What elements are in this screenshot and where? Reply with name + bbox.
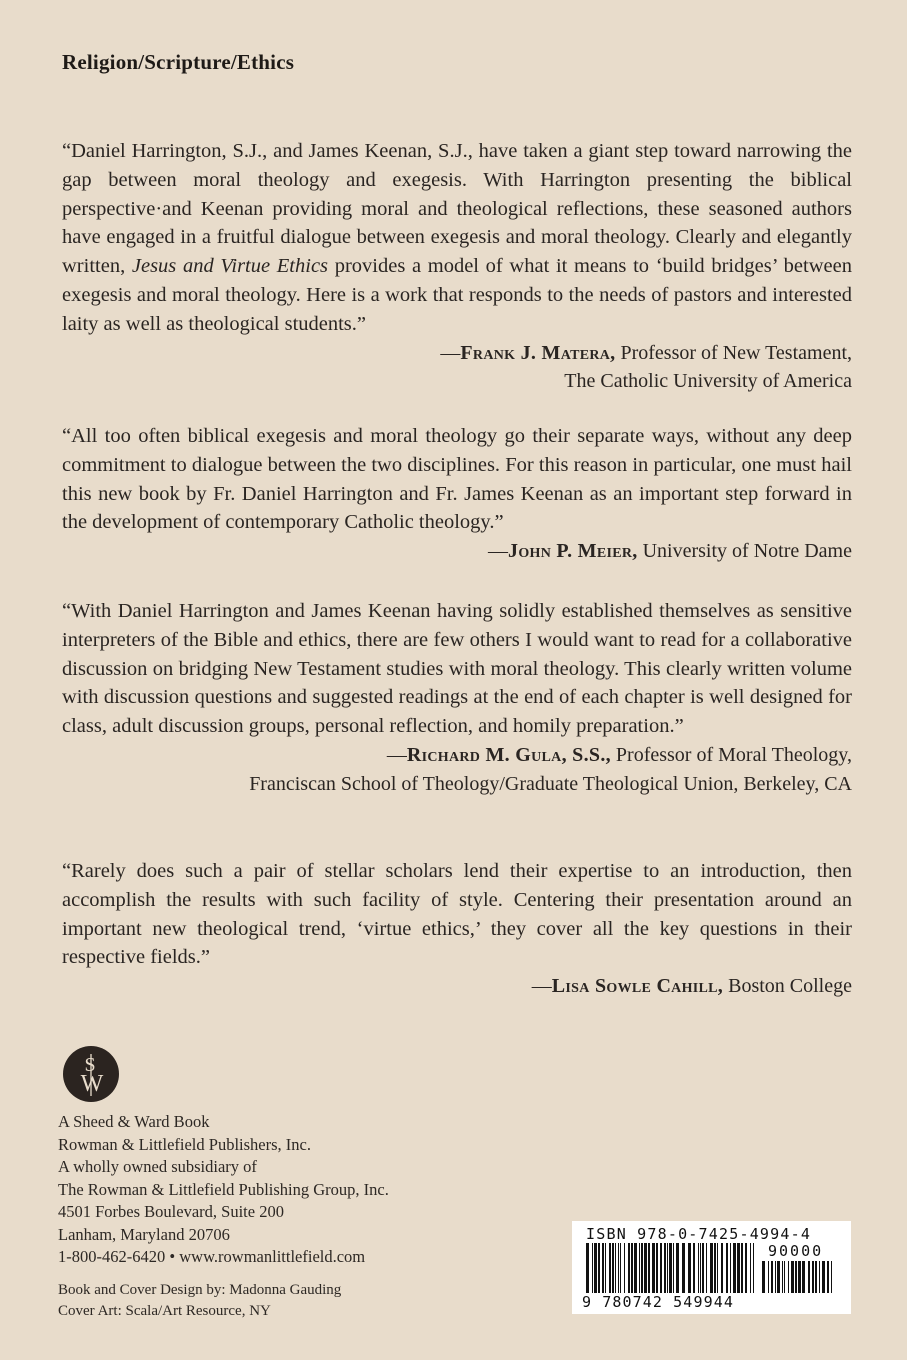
barcode-bar [609,1243,611,1293]
endorsement-quote [62,137,852,396]
quote-text: “All too often biblical exegesis and moral theology go their separate ways, without any deep commitment to dialogue between the two disciplines. For this reason in particular, one must hail this new book by Fr. Daniel Harrington and Fr. James Keenan as an important step forward in the development of contemporary Catholic theology.” [62,425,852,534]
barcode-bar [702,1243,704,1293]
barcode-bar [750,1243,751,1293]
barcode-bar [762,1261,765,1293]
barcode-bar [827,1261,829,1293]
barcode-bar [808,1261,810,1293]
category-heading: Religion/Scripture/Ethics [62,50,295,74]
publisher-line: The Rowman & Littlefield Publishing Group, Inc. [58,1179,389,1199]
barcode-bar [698,1243,699,1293]
isbn-barcode [572,1221,851,1314]
sheed-ward-logo-icon [63,1046,119,1102]
barcode-bar [644,1243,647,1293]
endorser-name: John P. Meier, [508,540,638,563]
barcode-bar [822,1261,825,1293]
quote-attribution: —John P. Meier, University of Notre Dame [488,540,852,563]
publisher-line: 4501 Forbes Boulevard, Suite 200 [58,1202,284,1221]
publisher-line: Lanham, Maryland 20706 [58,1224,230,1244]
barcode-bar [660,1243,662,1293]
barcode-bar [831,1261,832,1293]
barcode-bar [592,1243,593,1293]
barcode-bar [594,1243,597,1293]
endorsement-quote [62,857,852,1001]
quote-attribution: —Frank J. Matera, Professor of New Testament, The Catholic University of America [440,341,852,393]
credit-line: Cover Art: Scala/Art Resource, NY [58,1303,271,1319]
barcode-bar [673,1243,674,1293]
barcode-bar [612,1243,614,1293]
quote-attribution: —Lisa Sowle Cahill, Boston College [531,975,852,998]
barcode-bar [648,1243,650,1293]
barcode-bar [641,1243,643,1293]
publisher-line: Rowman & Littlefield Publishers, Inc. [58,1134,311,1154]
quote-attribution: —Richard M. Gula, S.S., Professor of Moral Theology, Franciscan School of Theology/Graduate Theological Union, Berkeley, CA [249,743,852,795]
barcode-bar [710,1243,713,1293]
barcode-bar [688,1243,691,1293]
barcode-bar [602,1243,604,1293]
book-title: Jesus and Virtue Ethics [131,255,329,278]
barcode-bar [676,1243,679,1293]
barcode-bar [631,1243,633,1293]
endorser-name: Lisa Sowle Cahill, [551,975,724,998]
barcode-bar [812,1261,814,1293]
barcode-bar [598,1243,600,1293]
barcode-bar [795,1261,797,1293]
barcode-bar [775,1261,776,1293]
barcode-bar [682,1243,685,1293]
barcode-bar [721,1243,723,1293]
barcode-bar [586,1243,589,1293]
endorser-name: Richard M. Gula, S.S., [406,743,611,766]
publisher-line: 1-800-462-6420 • www.rowmanlittlefield.com [58,1247,366,1266]
barcode-bar [618,1243,619,1293]
barcode-bar [819,1261,820,1293]
publisher-info [58,1111,389,1269]
barcode-bar [628,1243,630,1293]
quote-text: “Rarely does such a pair of stellar scholars lend their expertise to an introduction, then accomplish the results with such facility of style. Centering their presentation around an important new theological trend, ‘virtue ethics,’ they cover all the key questions in their respective fields.” [62,860,852,969]
barcode-bar [714,1243,716,1293]
endorser-name: Frank J. Matera, [460,341,616,364]
credit-line: Book and Cover Design by: Madonna Gauding [58,1282,342,1298]
logo-s: S [84,1054,96,1076]
barcode-bar [667,1243,668,1293]
barcode-bar [777,1261,780,1293]
barcode-bar [615,1243,616,1293]
quote-text: “Daniel Harrington, S.J., and James Keenan, S.J., have taken a giant step toward narrowing the gap between moral theology and exegesis. With Harrington presenting the biblical perspective·and Keenan providing moral and theological reflections, these seasoned authors have engaged in a fruitful dialogue between exegesis and moral theology. Clearly and elegantly written, Jesus and Virtue Ethics provides a model of what it means to ‘build bridges’ between exegesis and moral theology. Here is a work that responds to the needs of pastors and interested laity as well as theological students.” [62,140,852,335]
barcode-bar [639,1243,640,1293]
barcode-bar [771,1261,773,1293]
endorsement-quote [62,597,852,799]
barcode-bar [717,1243,718,1293]
barcode-bar [706,1243,707,1293]
barcode-bar [634,1243,637,1293]
publisher-line: A Sheed & Ward Book [58,1112,210,1131]
barcode-bar [782,1261,783,1293]
barcode-bar [624,1243,625,1293]
isbn-number: ISBN 978-0-7425-4994-4 [586,1225,812,1243]
barcode-bar [791,1261,794,1293]
barcode-bar [768,1261,769,1293]
ean-digits: 9 780742 549944 [582,1293,734,1311]
barcode-bar [798,1261,801,1293]
barcode-bar [815,1261,817,1293]
barcode-bar [733,1243,736,1293]
barcode-bar [620,1243,621,1293]
design-credits [58,1280,341,1322]
barcode-bar [745,1243,747,1293]
quote-text: “With Daniel Harrington and James Keenan having solidly established themselves as sensitive interpreters of the Bible and ethics, there are few others I would want to read for a collaborative discussion on bridging New Testament studies with moral theology. This clearly written volume with discussion questions and suggested readings at the end of each chapter is well designed for class, adult discussion groups, personal reflection, and homily preparation.” [62,600,852,738]
addon-barcode-bars [762,1261,834,1293]
barcode-bar [669,1243,672,1293]
price-code: 90000 [768,1242,824,1260]
barcode-bar [802,1261,805,1293]
barcode-bar [693,1243,695,1293]
barcode-bar [788,1261,789,1293]
barcode-bar [652,1243,655,1293]
barcode-bar [664,1243,666,1293]
barcode-bar [656,1243,658,1293]
barcode-bar [741,1243,743,1293]
barcode-bar [753,1243,754,1293]
publisher-line: A wholly owned subsidiary of [58,1157,257,1176]
barcode-bar [700,1243,701,1293]
barcode-bar [784,1261,785,1293]
barcode-bar [737,1243,740,1293]
barcode-bar [605,1243,606,1293]
ean-barcode-bars [586,1243,756,1293]
barcode-bar [730,1243,731,1293]
barcode-bar [726,1243,728,1293]
logo-w: W [80,1071,104,1097]
endorsement-quote [62,422,852,566]
